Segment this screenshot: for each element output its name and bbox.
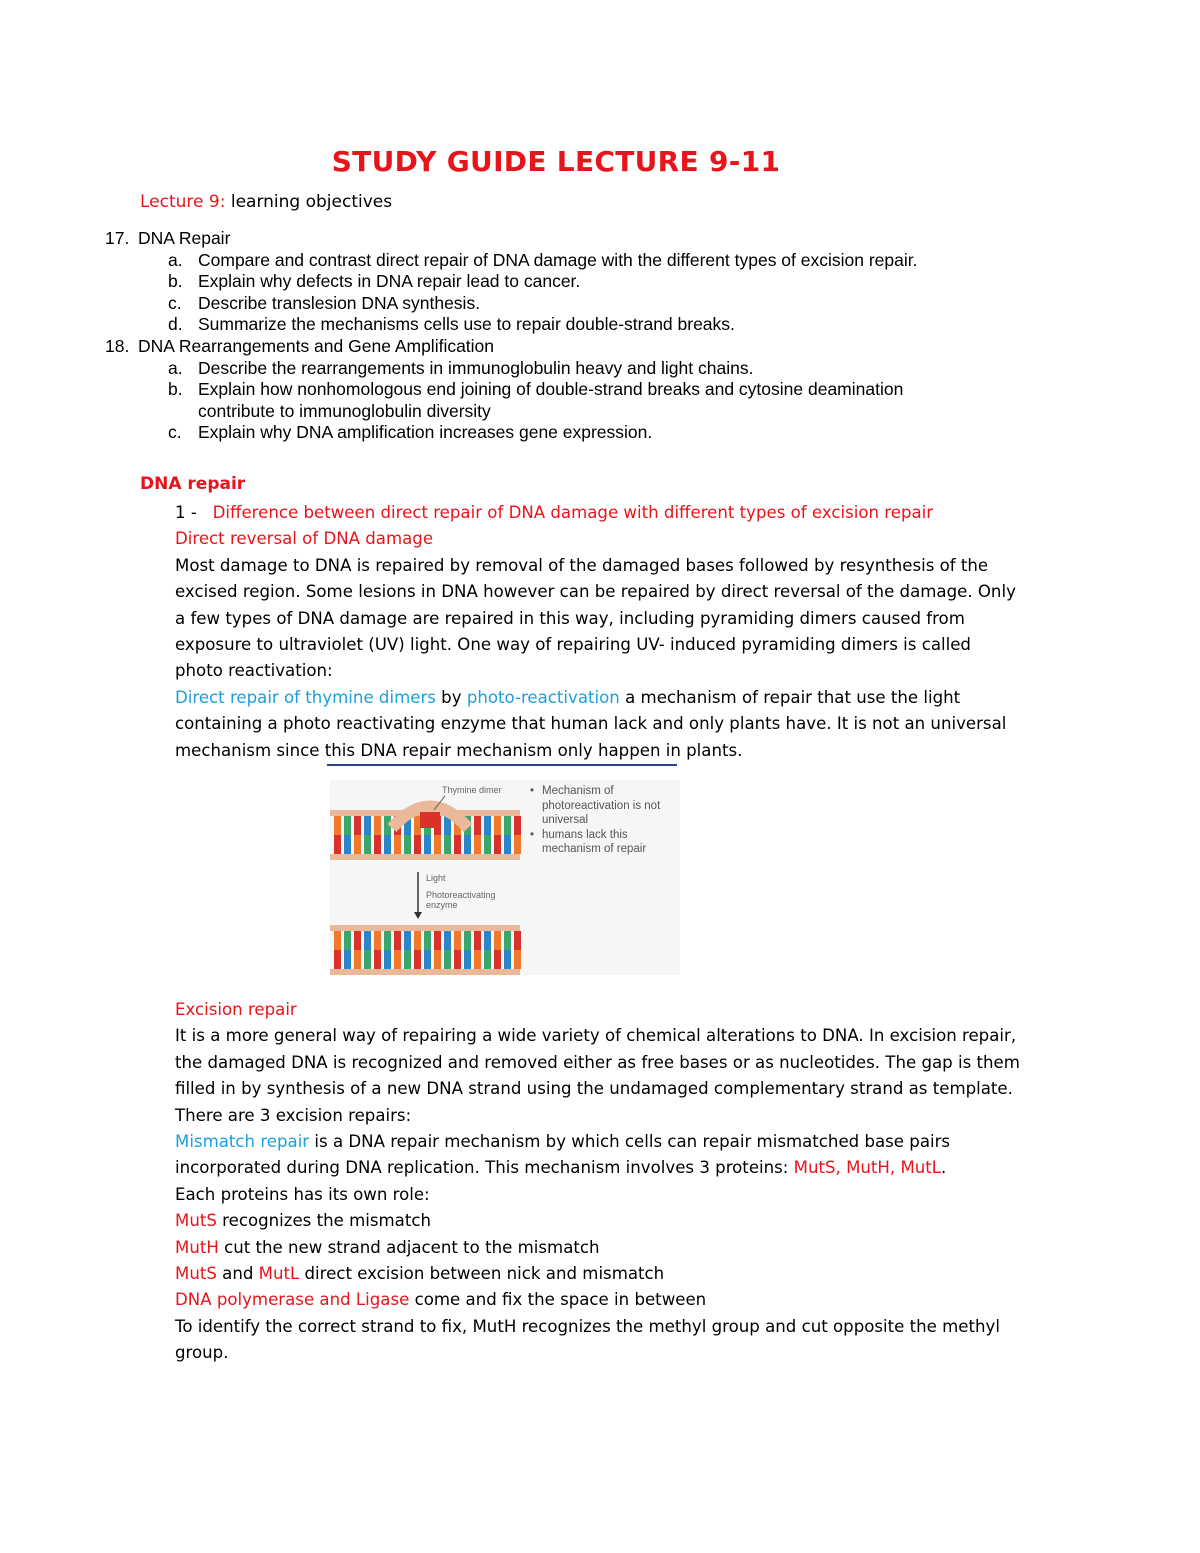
excision-section	[175, 997, 1075, 1367]
note-line: universal	[542, 814, 589, 827]
base	[414, 950, 421, 969]
base	[514, 931, 521, 950]
base	[344, 816, 351, 835]
base	[504, 816, 511, 835]
note-line: photoreactivation is not	[542, 799, 661, 812]
item-letter: b.	[168, 379, 183, 400]
objective-number: 18.	[105, 335, 130, 356]
base	[484, 931, 491, 950]
base	[384, 950, 391, 969]
text-span: cut the new strand adjacent to the mismatch	[218, 1237, 600, 1257]
objective-item	[168, 358, 918, 380]
excision-heading: Excision repair	[175, 1000, 297, 1019]
base	[494, 835, 501, 854]
lecture-label: Lecture 9:	[140, 192, 226, 212]
objective-item	[168, 250, 918, 272]
point-1	[175, 500, 1075, 526]
item-text: Summarize the mechanisms cells use to repair double-strand breaks.	[198, 314, 735, 335]
base	[424, 950, 431, 969]
term-mutl: MutL	[258, 1264, 300, 1284]
note-line: mechanism of repair	[542, 843, 647, 856]
item-text: Compare and contrast direct repair of DNA damage with the different types of excision repair.	[198, 249, 918, 270]
text-span: .	[941, 1158, 947, 1178]
text-span: recognizes the mismatch	[216, 1211, 431, 1231]
item-letter: d.	[168, 314, 183, 335]
base	[394, 931, 401, 950]
base	[454, 835, 461, 854]
base	[354, 950, 361, 969]
base	[354, 931, 361, 950]
text-span: by	[435, 687, 467, 707]
section-heading: DNA repair	[140, 474, 246, 494]
base	[484, 950, 491, 969]
item-letter: c.	[168, 422, 182, 443]
note-line: Mechanism of	[542, 785, 614, 797]
base	[404, 950, 411, 969]
base	[504, 835, 511, 854]
base	[334, 835, 341, 854]
paragraph-line: There are 3 excision repairs:	[175, 1105, 412, 1125]
paragraph-line: containing a photo reactivating enzyme that human lack and only plants have. It is not an universal	[175, 714, 1007, 734]
text-span: is a DNA repair mechanism by which cells can repair mismatched base pairs	[309, 1132, 951, 1152]
item-letter: c.	[168, 292, 182, 313]
base	[344, 835, 351, 854]
paragraph-line: mechanism since this DNA repair mechanism only happen in plants.	[175, 740, 743, 760]
base	[504, 931, 511, 950]
objective-item	[168, 422, 918, 444]
paragraph-line: a few types of DNA damage are repaired in this way, including pyramiding dimers caused from	[175, 608, 965, 628]
item-letter: a.	[168, 249, 183, 270]
figure-label-dimer: Thymine dimer	[442, 785, 502, 795]
base	[364, 835, 371, 854]
base	[374, 835, 381, 854]
photo-line	[175, 685, 1075, 711]
base	[444, 950, 451, 969]
base	[494, 931, 501, 950]
objective-item	[168, 271, 918, 293]
base	[474, 816, 481, 835]
base	[364, 931, 371, 950]
base	[404, 931, 411, 950]
item-text: Describe translesion DNA synthesis.	[198, 292, 481, 313]
item-letter: a.	[168, 357, 183, 378]
base	[354, 835, 361, 854]
term-photo-reactivation: photo-reactivation	[466, 687, 620, 707]
underline-rule	[327, 764, 677, 766]
base	[444, 835, 451, 854]
direct-reversal-heading: Direct reversal of DNA damage	[175, 529, 434, 549]
objective-item	[168, 293, 918, 315]
text-span: incorporated during DNA replication. This mechanism involves 3 proteins:	[175, 1158, 794, 1178]
base	[494, 950, 501, 969]
role-polymerase	[175, 1287, 1075, 1313]
item-text: Explain why defects in DNA repair lead to cancer.	[198, 271, 581, 292]
base	[374, 931, 381, 950]
item-text: Explain why DNA amplification increases gene expression.	[198, 422, 653, 443]
base	[374, 950, 381, 969]
base	[414, 835, 421, 854]
base	[474, 950, 481, 969]
base	[464, 835, 471, 854]
base	[414, 931, 421, 950]
item-text: contribute to immunoglobulin diversity	[198, 400, 491, 421]
base	[484, 816, 491, 835]
paragraph-line: filled in by synthesis of a new DNA strand using the undamaged complementary strand as template.	[175, 1079, 1013, 1099]
objective-title: DNA Repair	[138, 228, 231, 248]
objective-heading	[105, 336, 918, 358]
figure-label-light: Light	[426, 873, 446, 883]
page-title: STUDY GUIDE LECTURE 9-11	[331, 145, 781, 178]
paragraph-line: photo reactivation:	[175, 661, 333, 681]
base	[474, 931, 481, 950]
base	[384, 931, 391, 950]
base	[334, 950, 341, 969]
paragraph-line: group.	[175, 1343, 229, 1363]
base	[434, 950, 441, 969]
lecture-sub: learning objectives	[225, 192, 393, 212]
objective-item	[168, 314, 918, 336]
item-letter: b.	[168, 271, 183, 292]
paragraph-line: exposure to ultraviolet (UV) light. One way of repairing UV- induced pyramiding dimers is called	[175, 635, 971, 655]
base	[394, 950, 401, 969]
term-thymine-dimers: Direct repair of thymine dimers	[175, 687, 436, 707]
point-number: 1 -	[175, 503, 197, 522]
paragraph-line: To identify the correct strand to fix, MutH recognizes the methyl group and cut opposite the methyl	[175, 1316, 1000, 1336]
figure-label-enzyme-2: enzyme	[426, 900, 458, 910]
base	[344, 950, 351, 969]
text-span: and	[216, 1264, 259, 1284]
role-muts-mutl	[175, 1261, 1075, 1287]
term-muth: MutH	[175, 1237, 219, 1257]
objective-item-continued	[168, 401, 918, 423]
objective-item	[168, 379, 918, 401]
base	[334, 816, 341, 835]
dimer-box	[420, 812, 440, 828]
base	[374, 816, 381, 835]
base	[394, 835, 401, 854]
objective-number: 17.	[105, 228, 130, 248]
base	[364, 950, 371, 969]
mismatch-line	[175, 1129, 1075, 1155]
backbone	[330, 925, 520, 931]
role-muts	[175, 1208, 1075, 1234]
text-span: direct excision between nick and mismatch	[299, 1264, 665, 1284]
base	[344, 931, 351, 950]
base	[454, 950, 461, 969]
figure-note: • Mechanism of photoreactivation is not universal	[530, 785, 661, 827]
backbone	[330, 854, 520, 860]
text-span: a mechanism of repair that use the light	[619, 687, 961, 707]
objective-title: DNA Rearrangements and Gene Amplification	[138, 335, 495, 356]
backbone	[330, 969, 520, 975]
base	[494, 816, 501, 835]
figure-notes	[530, 784, 660, 857]
base	[514, 816, 521, 835]
term-mismatch-repair: Mismatch repair	[175, 1132, 310, 1152]
base	[434, 835, 441, 854]
base	[434, 931, 441, 950]
role-muth	[175, 1235, 1075, 1261]
term-muts: MutS	[175, 1264, 217, 1284]
lecture-subheading	[140, 192, 392, 212]
base	[484, 835, 491, 854]
note-line: humans lack this	[542, 828, 628, 841]
base	[504, 950, 511, 969]
item-text: Explain how nonhomologous end joining of double-strand breaks and cytosine deamination	[198, 379, 904, 400]
paragraph-line: the damaged DNA is recognized and removed either as free bases or as nucleotides. The gap is them	[175, 1052, 1020, 1072]
base	[414, 816, 421, 835]
base	[454, 931, 461, 950]
base	[464, 950, 471, 969]
paragraph-line: It is a more general way of repairing a wide variety of chemical alterations to DNA. In excision repair,	[175, 1026, 1017, 1046]
base	[404, 835, 411, 854]
base	[514, 835, 521, 854]
base	[424, 835, 431, 854]
base	[514, 950, 521, 969]
term-polymerase-ligase: DNA polymerase and Ligase	[175, 1290, 410, 1310]
direct-repair-section	[175, 500, 1075, 764]
text-span: come and fix the space in between	[409, 1290, 707, 1310]
paragraph-line: Most damage to DNA is repaired by removal of the damaged bases followed by resynthesis of the	[175, 555, 989, 575]
base	[354, 816, 361, 835]
base	[444, 931, 451, 950]
term-muts: MutS	[175, 1211, 217, 1231]
figure-note: • humans lack this mechanism of repair	[530, 828, 647, 856]
objective-heading	[105, 228, 918, 250]
paragraph-line: Each proteins has its own role:	[175, 1184, 430, 1204]
base	[424, 931, 431, 950]
base	[474, 835, 481, 854]
base	[334, 931, 341, 950]
figure-label-enzyme: Photoreactivating	[426, 890, 496, 900]
point-text: Difference between direct repair of DNA damage with different types of excision repair	[212, 503, 934, 522]
objectives-list	[105, 228, 918, 444]
base	[384, 835, 391, 854]
mismatch-line-2	[175, 1155, 1075, 1181]
paragraph-line: excised region. Some lesions in DNA however can be repaired by direct reversal of the damage. Only	[175, 582, 1016, 602]
base	[464, 931, 471, 950]
base	[364, 816, 371, 835]
item-text: Describe the rearrangements in immunoglobulin heavy and light chains.	[198, 357, 754, 378]
term-proteins: MutS, MutH, MutL	[793, 1158, 942, 1178]
